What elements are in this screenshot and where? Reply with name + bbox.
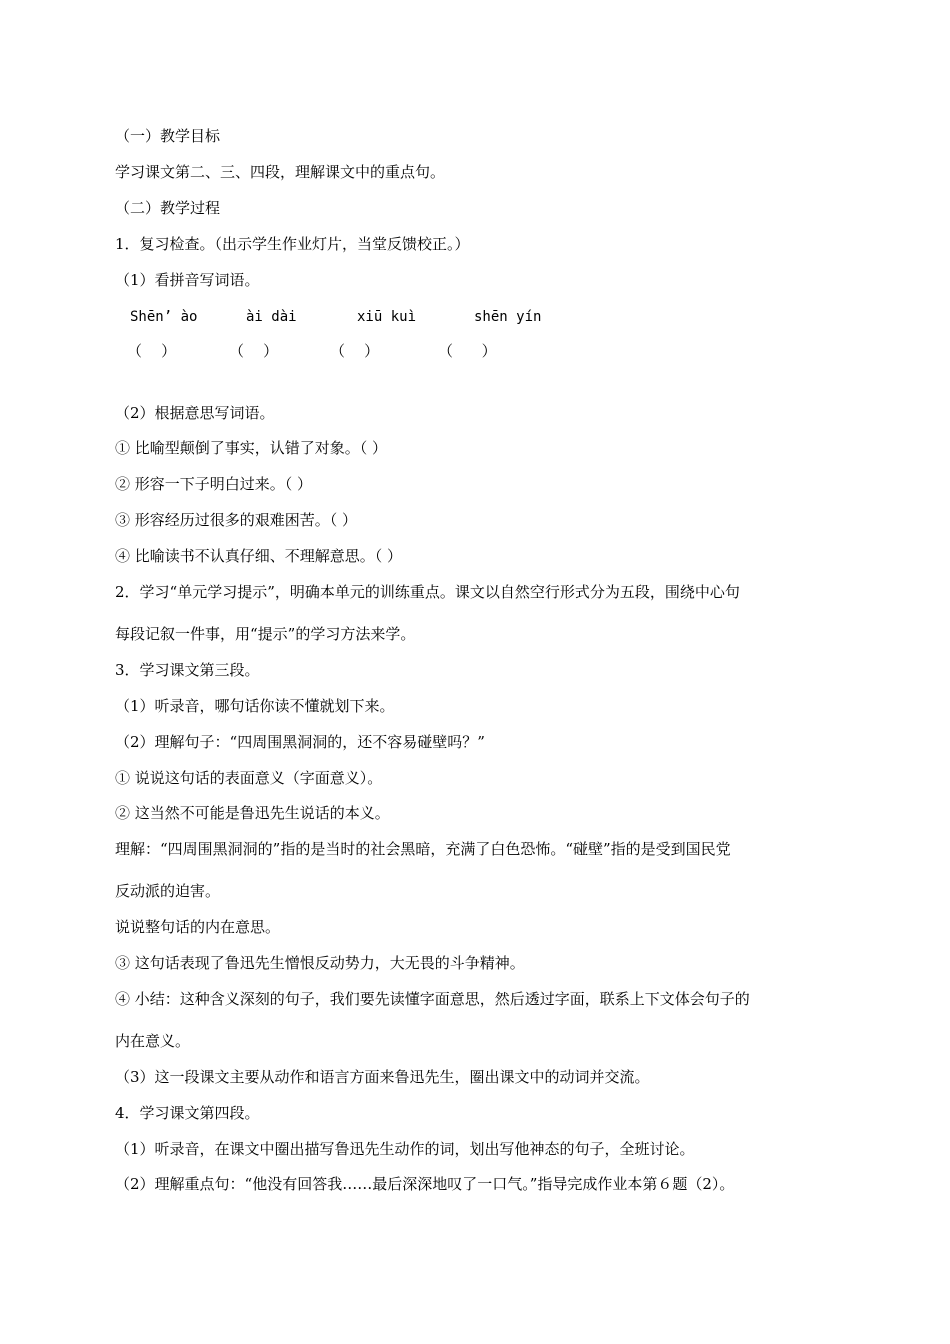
- sub-item-meaning-task: （2）根据意思写词语。: [115, 404, 275, 422]
- meaning-item-1: ① 比喻型颠倒了事实，认错了对象。（ ）: [115, 439, 388, 457]
- pinyin-word-4: shēn yín: [474, 309, 542, 325]
- answer-blank-3: （ ）: [330, 342, 380, 360]
- summary-line-1: ④ 小结：这种含义深刻的句子，我们要先读懂字面意思，然后透过字面，联系上下文体会句子的: [115, 990, 750, 1008]
- meaning-item-4: ④ 比喻读书不认真仔细、不理解意思。（ ）: [115, 547, 403, 565]
- answer-blank-2: （ ）: [229, 342, 279, 360]
- answer-blank-1: （ ）: [127, 342, 177, 360]
- explanation-line-2: 反动派的迫害。: [115, 882, 221, 900]
- meaning-item-3: ③ 形容经历过很多的艰难困苦。（ ）: [115, 511, 358, 529]
- step-4-heading: 4．学习课文第四段。: [115, 1104, 260, 1122]
- step-4-item-1: （1）听录音，在课文中圈出描写鲁迅先生动作的词，划出写他神态的句子，全班讨论。: [115, 1140, 695, 1158]
- step-2-text-line-1: 2．学习“单元学习提示”，明确本单元的训练重点。课文以自然空行形式分为五段，围绕中心句: [115, 583, 740, 601]
- meaning-item-2: ② 形容一下子明白过来。（ ）: [115, 475, 313, 493]
- step-3-heading: 3．学习课文第三段。: [115, 661, 260, 679]
- section-heading-goals: （一）教学目标: [115, 127, 221, 145]
- explanation-line-1: 理解：“四周围黑洞洞的”指的是当时的社会黑暗，充满了白色恐怖。“碰壁”指的是受到国民党: [115, 840, 731, 858]
- answer-blank-4: （ ）: [438, 342, 497, 360]
- step-3-sub-1: ① 说说这句话的表面意义（字面意义）。: [115, 769, 383, 787]
- section-heading-process: （二）教学过程: [115, 199, 221, 217]
- step-1-heading: 1．复习检查。（出示学生作业灯片，当堂反馈校正。）: [115, 235, 470, 253]
- pinyin-word-1: Shēn’ ào: [130, 309, 198, 325]
- pinyin-word-3: xiū kuì: [357, 309, 417, 325]
- sub-item-pinyin-task: （1）看拼音写词语。: [115, 271, 260, 289]
- pinyin-word-2: ài dài: [246, 309, 297, 325]
- inner-meaning-prompt: 说说整句话的内在意思。: [115, 918, 281, 936]
- step-4-item-2: （2）理解重点句：“他没有回答我……最后深深地叹了一口气。”指导完成作业本第６题（2）。: [115, 1175, 735, 1193]
- step-2-text-line-2: 每段记叙一件事，用“提示”的学习方法来学。: [115, 625, 416, 643]
- summary-line-2: 内在意义。: [115, 1032, 191, 1050]
- paragraph-goal-text: 学习课文第二、三、四段，理解课文中的重点句。: [115, 163, 446, 181]
- step-3-item-2: （2）理解句子：“四周围黑洞洞的，还不容易碰壁吗？”: [115, 733, 485, 751]
- step-3-sub-2: ② 这当然不可能是鲁迅先生说话的本义。: [115, 804, 390, 822]
- step-3-item-1: （1）听录音，哪句话你读不懂就划下来。: [115, 697, 395, 715]
- step-3-sub-3: ③ 这句话表现了鲁迅先生憎恨反动势力，大无畏的斗争精神。: [115, 954, 525, 972]
- step-3-item-3: （3）这一段课文主要从动作和语言方面来鲁迅先生，圈出课文中的动词并交流。: [115, 1068, 650, 1086]
